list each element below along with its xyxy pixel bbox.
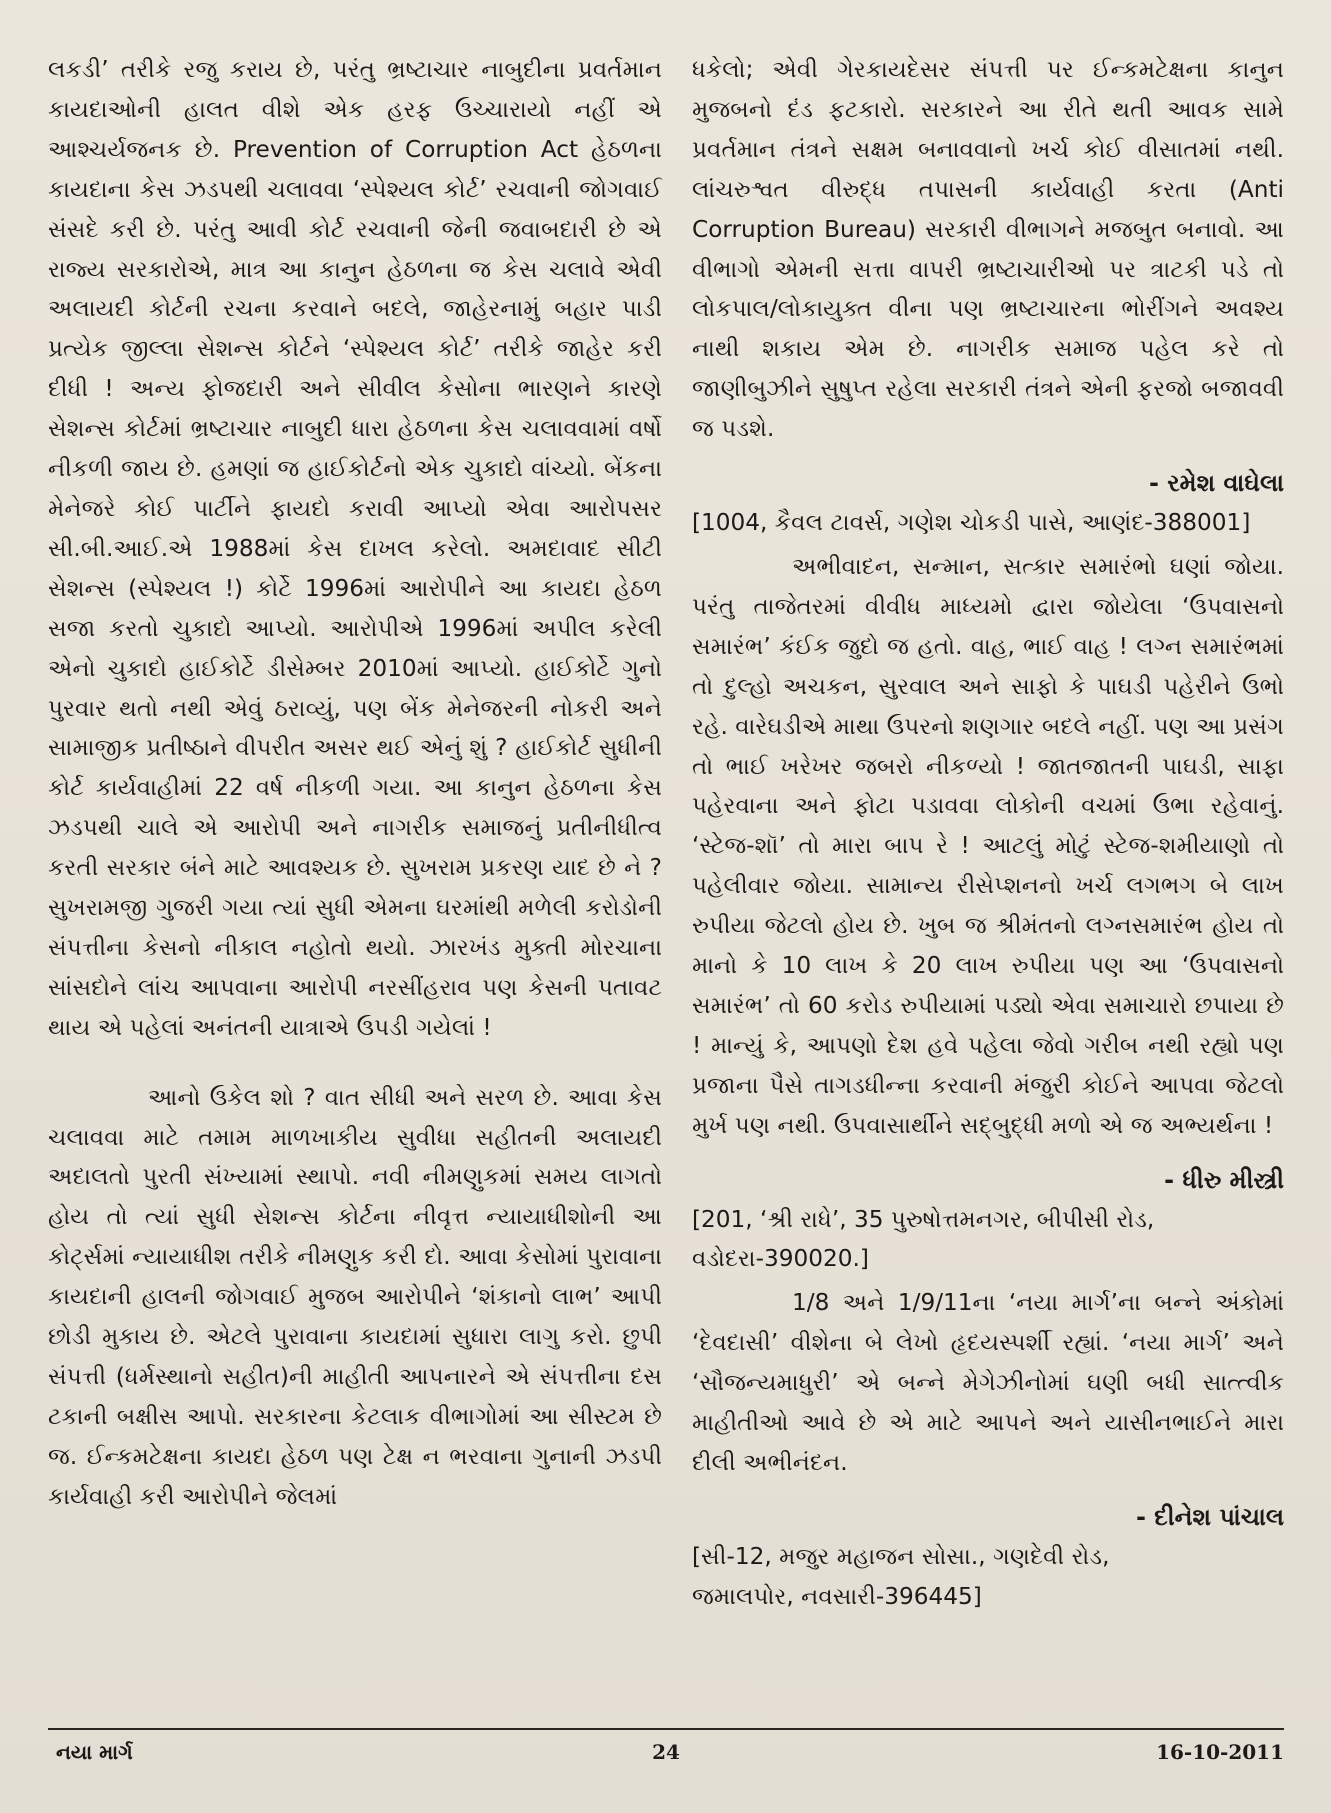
left-paragraph-1: લકડી’ તરીકે રજુ કરાય છે, પરંતુ ભ્રષ્ટાચાર નાબુદીના પ્રવર્તમાન કાયદાઓની હાલત વીશે એક હરફ ઉચ્ચારાયો નહીં એ આશ્ચર્યજનક છે. Prevention of Corruption Act હેઠળના કાયદાના કેસ ઝડપથી ચલાવવા ‘સ્પેશ્યલ કોર્ટ’ રચવાની જોગવાઈ સંસદે કરી છે. પરંતુ આવી કોર્ટ રચવાની જેની જવાબદારી છે એ રાજ્ય સરકારોએ, માત્ર આ કાનુન હેઠળના જ કેસ ચલાવે એવી અલાયદી કોર્ટની રચના કરવાને બદલે, જાહેરનામું બહાર પાડી પ્રત્યેક જીલ્લા સેશન્સ કોર્ટને ‘સ્પેશ્યલ કોર્ટ’ તરીકે જાહેર કરી દીધી ! અન્ય ફોજદારી અને સીવીલ કેસોના ભારણને કારણે સેશન્સ કોર્ટમાં ભ્રષ્ટાચાર નાબુદી ધારા હેઠળના કેસ ચલાવવામાં વર્ષો નીકળી જાય છે. હમણાં જ હાઈકોર્ટનો એક ચુકાદો વાંચ્યો. બેંકના મેનેજરે કોઈ પાર્ટીને ફાયદો કરાવી આપ્યો એવા આરોપસર સી.બી.આઈ.એ 1988માં કેસ દાખલ કરેલો. અમદાવાદ સીટી સેશન્સ (સ્પેશ્યલ !) કોર્ટે 1996માં આરોપીને આ કાયદા હેઠળ સજા કરતો ચુકાદો આપ્યો. આરોપીએ 1996માં અપીલ કરેલી એનો ચુકાદો હાઈકોર્ટે ડીસેમ્બર 2010માં આપ્યો. હાઈકોર્ટે ગુનો પુરવાર થતો નથી એવું ઠરાવ્યું, પણ બેંક મેનેજરની નોકરી અને સામાજીક પ્રતીષ્ઠાને વીપરીત અસર થઈ એનું શું ? હાઈકોર્ટ સુધીની કોર્ટ કાર્યવાહીમાં 22 વર્ષ નીકળી ગયા. આ કાનુન હેઠળના કેસ ઝડપથી ચાલે એ આરોપી અને નાગરીક સમાજનું પ્રતીનીધીત્વ કરતી સરકાર બંને માટે આવશ્યક છે. સુખરામ પ્રકરણ યાદ છે ને ? સુખરામજી ગુજરી ગયા ત્યાં સુધી એમના ઘરમાંથી મળેલી કરોડોની સંપત્તીના કેસનો નીકાલ નહોતો થયો. ઝારખંડ મુક્તી મોરચાના સાંસદોને લાંચ આપવાના આરોપી નરસીંહરાવ પણ કેસની પતાવટ થાય એ પહેલાં અનંતની યાત્રાએ ઉપડી ગયેલાં ! — [48, 56, 662, 1041]
magazine-name: નયા માર્ગ — [56, 1740, 133, 1764]
right-paragraph-2: અભીવાદન, સન્માન, સત્કાર સમારંભો ઘણાં જોયા. પરંતુ તાજેતરમાં વીવીધ માધ્યમો દ્વારા જોયેલા ‘ઉપવાસનો સમારંભ’ કંઈક જુદો જ હતો. વાહ, ભાઈ વાહ ! લગ્ન સમારંભમાં તો દુલ્હો અચકન, સુરવાલ અને સાફો કે પાઘડી પહેરીને ઉભો રહે. વારેઘડીએ માથા ઉપરનો શણગાર બદલે નહીં. પણ આ પ્રસંગ તો ભાઈ ખરેખર જબરો નીકળ્યો ! જાતજાતની પાઘડી, સાફા પહેરવાના અને ફોટા પડાવવા લોકોની વચમાં ઉભા રહેવાનું. ‘સ્ટેજ-શૉ’ તો મારા બાપ રે ! આટલું મોટું સ્ટેજ-શમીયાણો તો પહેલીવાર જોયા. સામાન્ય રીસેપ્શનનો ખર્ચ લગભગ બે લાખ રુપીયા જેટલો હોય છે. ખુબ જ શ્રીમંતનો લગ્નસમારંભ હોય તો માનો કે 10 લાખ કે 20 લાખ રુપીયા પણ આ ‘ઉપવાસનો સમારંભ’ તો 60 કરોડ રુપીયામાં પડ્યો એવા સમાચારો છપાયા છે ! માન્યું કે, આપણો દેશ હવે પહેલા જેવો ગરીબ નથી રહ્યો પણ પ્રજાના પૈસે તાગડધીન્ના કરવાની મંજુરી કોઈને આપવા જેટલો મુર્ખ પણ નથી. ઉપવાસાર્થીને સદ્‌બુદ્ધી મળો એ જ અભ્યર્થના ! — [692, 552, 1284, 1139]
signature-dinesh: - દીનેશ પાંચાલ — [1135, 1502, 1284, 1531]
signature-ramesh: - રમેશ વાઘેલા — [1148, 469, 1284, 498]
page-number: 24 — [652, 1740, 680, 1764]
right-column — [692, 50, 1284, 1617]
issue-date: 16-10-2011 — [1156, 1740, 1284, 1764]
signature-dhiru: - ધીરુ મીસ્ત્રી — [1164, 1165, 1284, 1194]
left-paragraph-2: આનો ઉકેલ શો ? વાત સીધી અને સરળ છે. આવા કેસ ચલાવવા માટે તમામ માળખાકીય સુવીધા સહીતની અલાયદી અદાલતો પુરતી સંખ્યામાં સ્થાપો. નવી નીમણુકમાં સમય લાગતો હોય તો ત્યાં સુધી સેશન્સ કોર્ટના નીવૃત્ત ન્યાયાધીશોની આ કોર્ટ્સમાં ન્યાયાધીશ તરીકે નીમણુક કરી દો. આવા કેસોમાં પુરાવાના કાયદાની હાલની જોગવાઈ મુજબ આરોપીને ‘શંકાનો લાભ’ આપી છોડી મુકાય છે. એટલે પુરાવાના કાયદામાં સુધારા લાગુ કરો. છુપી સંપત્તી (ધર્મસ્થાનો સહીત)ની માહીતી આપનારને એ સંપત્તીના દસ ટકાની બક્ષીસ આપો. સરકારના કેટલાક વીભાગોમાં આ સીસ્ટમ છે જ. ઈન્કમટેક્ષના કાયદા હેઠળ પણ ટેક્ષ ન ભરવાના ગુનાની ઝડપી કાર્યવાહી કરી આરોપીને જેલમાં — [48, 1083, 662, 1510]
right-paragraph-3: 1/8 અને 1/9/11ના ‘નયા માર્ગ’ના બન્ને અંકોમાં ‘દેવદાસી’ વીશેના બે લેખો હૃદયસ્પર્શી રહ્યાં. ‘નયા માર્ગ’ અને ‘સૌજન્યમાધુરી’ એ બન્ને મેગેઝીનોમાં ઘણી બધી સાત્ત્વીક માહીતીઓ આવે છે એ માટે આપને અને યાસીનભાઈને મારા દીલી અભીનંદન. — [692, 1289, 1284, 1476]
right-paragraph-1: ધકેલો; એવી ગેરકાયદેસર સંપત્તી પર ઈન્કમટેક્ષના કાનુન મુજબનો દંડ ફટકારો. સરકારને આ રીતે થતી આવક સામે પ્રવર્તમાન તંત્રને સક્ષમ બનાવવાનો ખર્ચ કોઈ વીસાતમાં નથી. લાંચરુશ્વત વીરુદ્ધ તપાસની કાર્યવાહી કરતા (Anti Corruption Bureau) સરકારી વીભાગને મજબુત બનાવો. આ વીભાગો એમની સત્તા વાપરી ભ્રષ્ટાચારીઓ પર ત્રાટકી પડે તો લોકપાલ/લોકાયુક્ત વીના પણ ભ્રષ્ટાચારના ભોરીંગને અવશ્ય નાથી શકાય એમ છે. નાગરીક સમાજ પહેલ કરે તો જાણીબુઝીને સુષુપ્ત રહેલા સરકારી તંત્રને એની ફરજો બજાવવી જ પડશે. — [692, 56, 1284, 443]
address-ramesh: [1004, કૈવલ ટાવર્સ, ગણેશ ચોકડી પાસે, આણંદ-388001] — [692, 509, 1251, 537]
address-dhiru-line1: [201, ‘શ્રી રાધે’, 35 પુરુષોત્તમનગર, બીપીસી રોડ, — [692, 1205, 1155, 1233]
address-dinesh-line2: જમાલપોર, નવસારી-396445] — [692, 1582, 982, 1610]
left-column — [48, 50, 662, 1517]
address-dinesh-line1: [સી-12, મજુર મહાજન સોસા., ગણદેવી રોડ, — [692, 1542, 1110, 1570]
address-dhiru-line2: વડોદરા-390020.] — [692, 1245, 869, 1273]
footer-divider — [48, 1728, 1284, 1730]
